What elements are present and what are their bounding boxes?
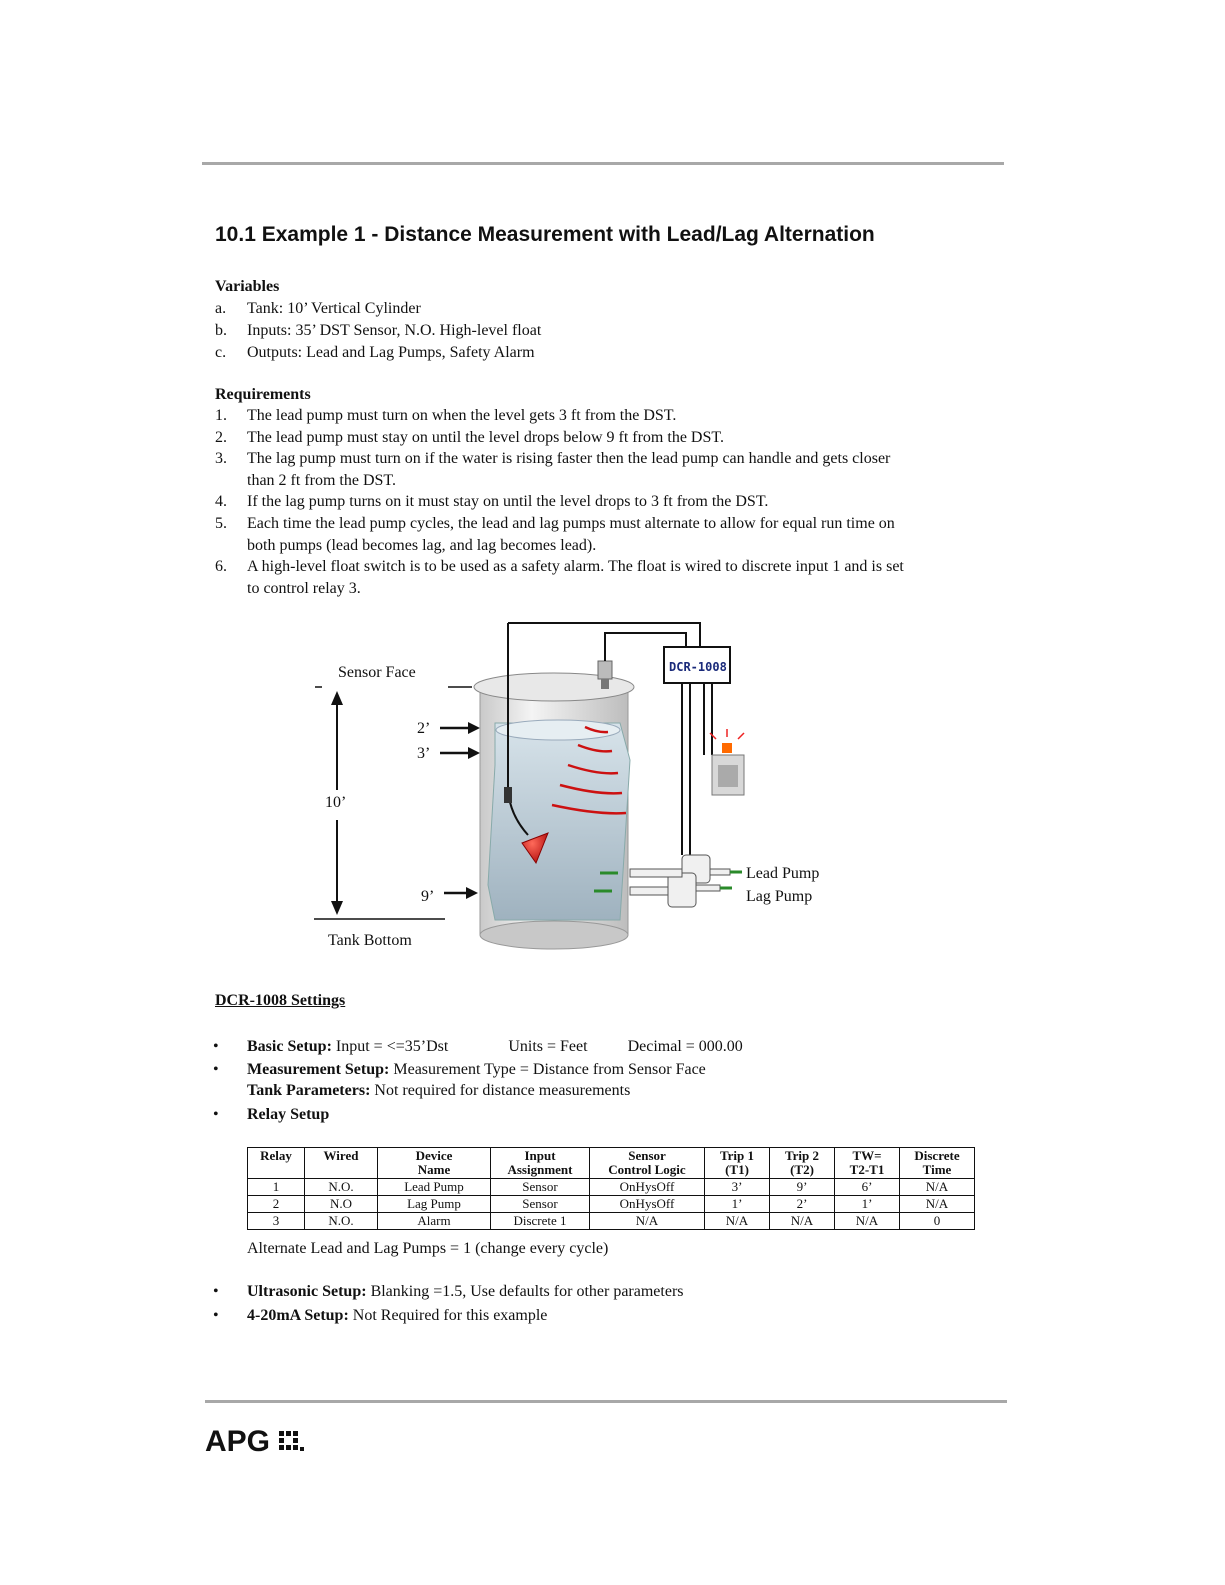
header-line: Trip 2 xyxy=(784,1148,820,1163)
requirement-marker: 1. xyxy=(215,407,227,424)
ultrasonic-setup-label: Ultrasonic Setup: xyxy=(247,1283,367,1300)
table-cell: Sensor xyxy=(491,1196,590,1213)
header-line: T2-T1 xyxy=(849,1162,885,1177)
measurement-setup-line xyxy=(247,1059,706,1081)
basic-input: Input = <=35’Dst xyxy=(335,1038,449,1055)
header-line: Relay xyxy=(260,1148,292,1163)
table-cell: Lead Pump xyxy=(378,1179,491,1196)
table-cell: Discrete 1 xyxy=(491,1213,590,1230)
requirement-line: The lag pump must turn on if the water is rising faster then the lead pump can handle and gets closer xyxy=(247,450,891,468)
relay-table-header xyxy=(378,1148,491,1179)
variable-marker: c. xyxy=(215,344,227,361)
dst-sensor xyxy=(598,661,612,679)
requirement-marker: 4. xyxy=(215,493,227,511)
requirement-marker: 6. xyxy=(215,558,227,576)
svg-text:APG: APG xyxy=(205,1425,271,1457)
relay-table-header xyxy=(305,1148,378,1179)
table-cell: N.O. xyxy=(305,1213,378,1230)
relay-table-header xyxy=(900,1148,975,1179)
table-cell: 1’ xyxy=(835,1196,900,1213)
tank-parameters-label: Tank Parameters: xyxy=(247,1082,371,1099)
table-cell: N/A xyxy=(590,1213,705,1230)
header-line: Assignment xyxy=(507,1162,573,1177)
requirement-line: If the lag pump turns on it must stay on until the level drops to 3 ft from the DST. xyxy=(247,493,769,511)
table-cell: 3’ xyxy=(705,1179,770,1196)
pumps xyxy=(630,855,730,907)
requirement-line: than 2 ft from the DST. xyxy=(247,471,397,489)
lag-pump-label: Lag Pump xyxy=(746,888,813,905)
header-line: Name xyxy=(417,1162,451,1177)
table-row xyxy=(248,1196,975,1213)
header-line: (T1) xyxy=(725,1162,749,1177)
relay-table-header xyxy=(248,1148,305,1179)
bullet-marker: • xyxy=(213,1038,219,1055)
variable-item: Outputs: Lead and Lag Pumps, Safety Alarm xyxy=(247,344,535,361)
relay-table-header xyxy=(770,1148,835,1179)
table-cell: N/A xyxy=(835,1213,900,1230)
variable-marker: b. xyxy=(215,322,227,339)
table-cell: OnHysOff xyxy=(590,1196,705,1213)
table-cell: N/A xyxy=(900,1179,975,1196)
requirement-line: The lead pump must turn on when the level gets 3 ft from the DST. xyxy=(247,407,677,424)
table-cell: 3 xyxy=(248,1213,305,1230)
requirement-line: Each time the lead pump cycles, the lead and lag pumps must alternate to allow for equal run time on xyxy=(247,515,895,532)
requirement-line: to control relay 3. xyxy=(247,579,361,597)
header-rule xyxy=(202,162,1004,165)
bullet-marker: • xyxy=(213,1106,219,1123)
basic-setup-line xyxy=(247,1036,743,1058)
variable-item: Inputs: 35’ DST Sensor, N.O. High-level float xyxy=(247,322,542,339)
tank-parameters-value: Not required for distance measurements xyxy=(374,1082,631,1099)
tank-parameters-line xyxy=(247,1080,630,1102)
relay-table-header xyxy=(835,1148,900,1179)
header-line: Sensor xyxy=(628,1148,666,1163)
page-title: 10.1 Example 1 - Distance Measurement with Lead/Lag Alternation xyxy=(215,223,875,246)
requirement-marker: 2. xyxy=(215,428,227,446)
bullet-marker: • xyxy=(213,1283,219,1300)
lead-pump-label: Lead Pump xyxy=(746,865,820,882)
header-line: Discrete xyxy=(914,1148,960,1163)
mark-3-label: 3’ xyxy=(417,745,431,762)
basic-setup-label: Basic Setup: xyxy=(247,1038,332,1055)
footer-rule xyxy=(205,1400,1007,1403)
bullet-marker: • xyxy=(213,1307,219,1324)
requirements-heading: Requirements xyxy=(215,386,311,403)
table-cell: N/A xyxy=(705,1213,770,1230)
dcr-1008-label: DCR-1008 xyxy=(669,660,727,674)
header-line xyxy=(252,1163,300,1177)
header-line: Trip 1 xyxy=(719,1148,755,1163)
basic-units: Units = Feet xyxy=(508,1038,588,1055)
requirement-marker: 3. xyxy=(215,450,227,468)
table-cell: N/A xyxy=(770,1213,835,1230)
requirement-line: both pumps (lead becomes lag, and lag becomes lead). xyxy=(247,536,597,554)
ma-setup-label: 4-20mA Setup: xyxy=(247,1307,349,1324)
height-label: 10’ xyxy=(325,794,347,811)
variable-item: Tank: 10’ Vertical Cylinder xyxy=(247,300,421,317)
apg-logo xyxy=(205,1423,315,1457)
table-cell: OnHysOff xyxy=(590,1179,705,1196)
tank-diagram xyxy=(300,615,860,970)
ultrasonic-setup-line xyxy=(247,1281,684,1303)
requirement-line: A high-level float switch is to be used as a safety alarm. The float is wired to discrete input 1 and is set xyxy=(247,558,904,576)
table-cell: 6’ xyxy=(835,1179,900,1196)
tank-bottom-label: Tank Bottom xyxy=(328,932,412,949)
table-cell: 1’ xyxy=(705,1196,770,1213)
table-row xyxy=(248,1213,975,1230)
table-cell: 2’ xyxy=(770,1196,835,1213)
relay-table-header xyxy=(590,1148,705,1179)
settings-heading: DCR-1008 Settings xyxy=(215,992,346,1009)
mark-2-label: 2’ xyxy=(417,720,431,737)
table-cell: Lag Pump xyxy=(378,1196,491,1213)
table-row xyxy=(248,1179,975,1196)
header-line: Input xyxy=(524,1148,556,1163)
header-line xyxy=(309,1163,373,1177)
table-cell: N/A xyxy=(900,1196,975,1213)
ma-setup-value: Not Required for this example xyxy=(352,1307,548,1324)
table-cell: Alarm xyxy=(378,1213,491,1230)
measurement-setup-label: Measurement Setup: xyxy=(247,1061,390,1078)
table-cell: 2 xyxy=(248,1196,305,1213)
header-line: (T2) xyxy=(790,1162,814,1177)
header-line: Time xyxy=(922,1162,952,1177)
requirement-line: The lead pump must stay on until the level drops below 9 ft from the DST. xyxy=(247,428,724,446)
table-cell: 1 xyxy=(248,1179,305,1196)
alternate-note: Alternate Lead and Lag Pumps = 1 (change every cycle) xyxy=(247,1240,609,1257)
relay-table xyxy=(247,1147,975,1230)
requirement-marker: 5. xyxy=(215,515,227,532)
table-cell: 9’ xyxy=(770,1179,835,1196)
bullet-marker: • xyxy=(213,1061,219,1078)
header-line: Wired xyxy=(323,1148,359,1163)
ultrasonic-setup-value: Blanking =1.5, Use defaults for other parameters xyxy=(370,1283,684,1300)
variable-marker: a. xyxy=(215,300,227,317)
ma-setup-line xyxy=(247,1305,547,1327)
variables-heading: Variables xyxy=(215,278,280,295)
header-line: Control Logic xyxy=(608,1162,686,1177)
sensor-face-label: Sensor Face xyxy=(338,664,416,681)
basic-decimal: Decimal = 000.00 xyxy=(627,1038,743,1055)
table-cell: 0 xyxy=(900,1213,975,1230)
table-cell: N.O. xyxy=(305,1179,378,1196)
measurement-setup-value: Measurement Type = Distance from Sensor Face xyxy=(393,1061,706,1078)
relay-setup-label: Relay Setup xyxy=(247,1106,330,1123)
header-line: Device xyxy=(415,1148,453,1163)
alarm-icon xyxy=(710,729,744,795)
mark-9-label: 9’ xyxy=(421,888,435,905)
header-line: TW= xyxy=(852,1148,882,1163)
table-cell: Sensor xyxy=(491,1179,590,1196)
table-cell: N.O xyxy=(305,1196,378,1213)
relay-table-header xyxy=(491,1148,590,1179)
relay-table-header xyxy=(705,1148,770,1179)
